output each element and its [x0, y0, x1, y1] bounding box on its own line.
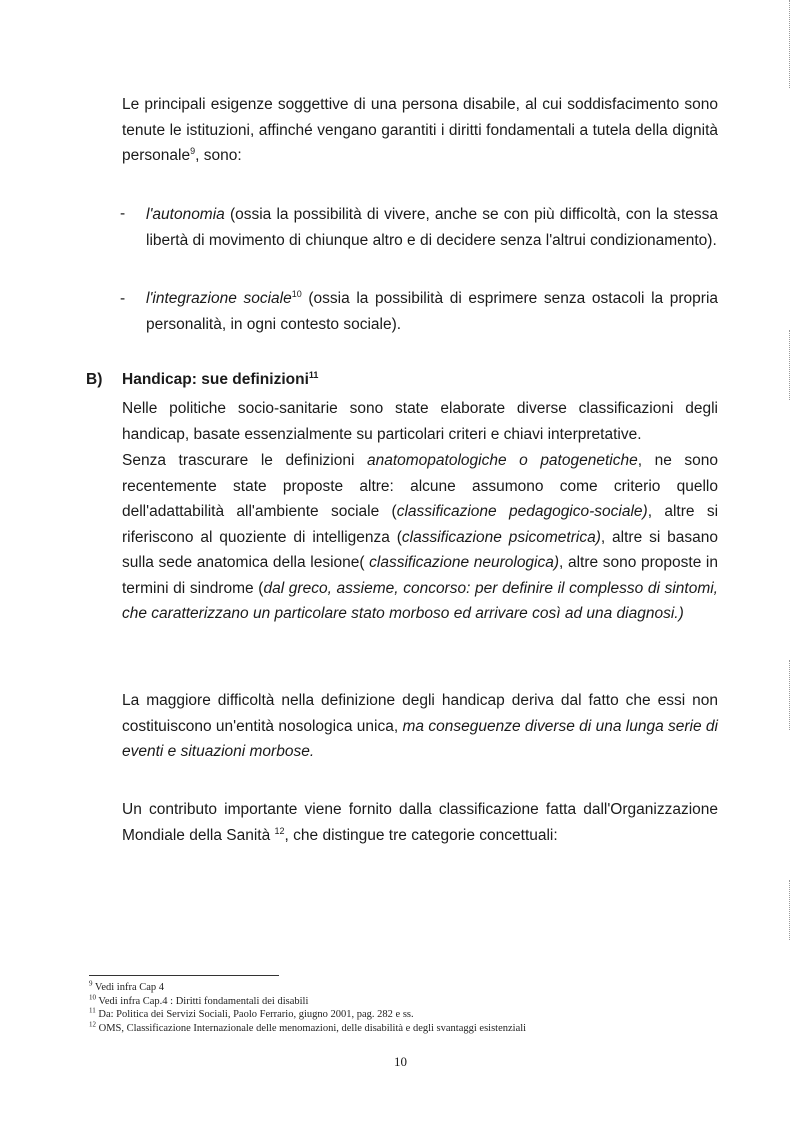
- para-italic: classificazione psicometrica): [401, 528, 601, 546]
- scan-edge-mark: [789, 330, 790, 400]
- page-number: 10: [394, 1054, 407, 1069]
- para-italic: classificazione neurologica): [369, 554, 560, 571]
- scan-edge-mark: [789, 660, 790, 730]
- paragraph-definizioni: [122, 448, 718, 627]
- para-italic: classificazione pedagogico-sociale): [396, 503, 648, 520]
- bullet-term: l'integrazione sociale: [146, 290, 292, 307]
- bullet-term: l'autonomia: [146, 206, 225, 223]
- footnote-text: Vedi infra Cap 4: [92, 982, 165, 993]
- intro-text-end: , sono:: [195, 147, 242, 164]
- section-heading: [122, 371, 318, 389]
- para-text: , altre si basano sulla sede anatomica della lesione(: [122, 528, 718, 571]
- intro-paragraph: [122, 92, 718, 169]
- bullet-autonomia: [146, 202, 718, 253]
- scan-edge-mark: [789, 880, 790, 940]
- paragraph-classificazioni: Nelle politiche socio-sanitarie sono state elaborate diverse classificazioni degli handicap, basate essenzialmente su particolari criteri e chiavi interpretative.: [122, 400, 718, 443]
- bullet-integrazione: [146, 286, 718, 337]
- footnote-ref[interactable]: 12: [274, 825, 285, 836]
- footnote-number: 10: [89, 993, 96, 1001]
- footnote-item: [89, 1008, 709, 1022]
- footnote-number: 9: [89, 979, 93, 988]
- footnote-ref[interactable]: 11: [308, 369, 319, 380]
- paragraph-difficolta: [122, 688, 718, 765]
- para-text: Un contributo importante viene fornito dalla classificazione fatta dall'Organizzazione Mondiale della Sanità: [122, 801, 718, 844]
- footnote-separator: [89, 975, 279, 976]
- scan-edge-mark: [789, 0, 790, 88]
- section-letter: B): [86, 371, 103, 388]
- footnote-ref[interactable]: 9: [190, 145, 196, 156]
- para-text: , altre sono proposte in termini di sindrome (: [122, 554, 719, 597]
- footnote-item: [89, 1022, 709, 1036]
- footnote-item: [89, 995, 709, 1009]
- footnote-ref[interactable]: 10: [291, 288, 302, 299]
- bullet-text: (ossia la possibilità di esprimere senza ostacoli la propria personalità, in ogni contesto sociale).: [146, 290, 719, 333]
- para-italic: dal greco, assieme, concorso: per definire il complesso di sintomi, che caratterizzano un particolare stato morboso ed arrivare così ad una diagnosi.): [122, 579, 718, 622]
- footnote-number: 11: [89, 1006, 96, 1015]
- footnotes: [89, 981, 709, 1035]
- intro-text: Le principali esigenze soggettive di una persona disabile, al cui soddisfacimento sono tenute le istituzioni, affinché vengano garantiti i diritti fondamentali a tutela della dignità personale: [122, 96, 718, 164]
- para-text: La maggiore difficoltà nella definizione degli handicap deriva dal fatto che essi non costituiscono un'entità nosologica unica,: [122, 692, 718, 735]
- para-text: , ne sono recentemente state proposte altre: alcune assumono come criterio quello dell'adattabilità all'ambiente sociale (: [122, 452, 718, 520]
- section-title: Handicap: sue definizioni: [122, 371, 309, 388]
- para-text: , altre si riferiscono al quoziente di intelligenza (: [122, 503, 719, 546]
- paragraph-oms: [122, 797, 718, 848]
- footnote-text: Da: Politica dei Servizi Sociali, Paolo Ferrario, giugno 2001, pag. 282 e ss.: [95, 1009, 414, 1020]
- footnote-text: OMS, Classificazione Internazionale delle menomazioni, delle disabilità e degli svantaggi esistenziali: [96, 1022, 527, 1034]
- footnote-text: Vedi infra Cap.4 : Diritti fondamentali dei disabili: [96, 995, 309, 1007]
- bullet-dash: -: [120, 205, 126, 222]
- footnote-item: [89, 981, 709, 995]
- para-text: Senza trascurare le definizioni: [122, 452, 367, 469]
- para-italic: anatomopatologiche o patogenetiche: [366, 452, 638, 469]
- bullet-text: (ossia la possibilità di vivere, anche se con più difficoltà, con la stessa libertà di movimento di chiunque altro e di decidere senza l'altrui condizionamento).: [146, 206, 718, 249]
- footnote-number: 12: [89, 1020, 96, 1028]
- para-italic: ma conseguenze diverse di una lunga serie di eventi e situazioni morbose.: [122, 717, 718, 760]
- bullet-dash: -: [120, 290, 126, 307]
- para-text: , che distingue tre categorie concettuali:: [284, 826, 558, 844]
